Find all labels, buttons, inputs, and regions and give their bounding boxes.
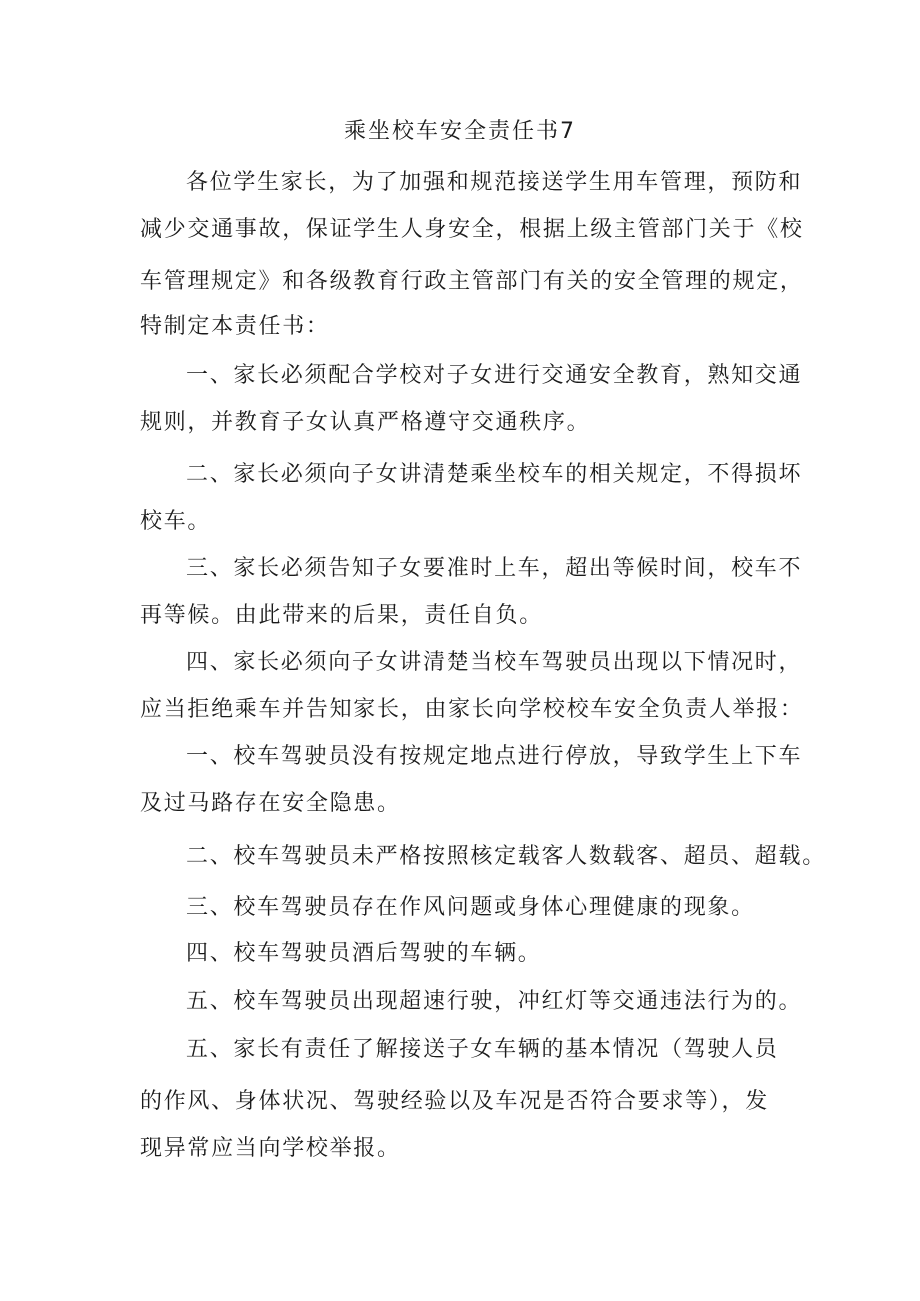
paragraph-line: 五、家长有责任了解接送子女车辆的基本情况（驾驶人员 xyxy=(186,1037,779,1062)
paragraph-line: 特制定本责任书： xyxy=(140,314,330,339)
paragraph-line: 规则，并教育子女认真严格遵守交通秩序。 xyxy=(140,410,591,435)
paragraph-line: 各位学生家长，为了加强和规范接送学生用车管理，预防和 xyxy=(186,170,803,195)
paragraph-line: 再等候。由此带来的后果，责任自负。 xyxy=(140,603,543,628)
paragraph-line: 一、家长必须配合学校对子女进行交通安全教育，熟知交通 xyxy=(186,363,803,388)
paragraph-line: 一、校车驾驶员没有按规定地点进行停放，导致学生上下车 xyxy=(186,744,803,769)
paragraph-line: 车管理规定》和各级教育行政主管部门有关的安全管理的规定， xyxy=(140,269,804,294)
paragraph-line: 的作风、身体状况、驾驶经验以及车况是否符合要求等），发 xyxy=(140,1089,769,1114)
paragraph-line: 二、校车驾驶员未严格按照核定载客人数载客、超员、超载。 xyxy=(186,844,826,869)
paragraph-line: 三、校车驾驶员存在作风问题或身体心理健康的现象。 xyxy=(186,895,755,920)
document-title: 乘坐校车安全责任书7 xyxy=(344,119,576,144)
paragraph-line: 减少交通事故，保证学生人身安全，根据上级主管部门关于《校 xyxy=(140,217,804,242)
paragraph-line: 三、家长必须告知子女要准时上车，超出等候时间，校车不 xyxy=(186,556,803,581)
paragraph-line: 五、校车驾驶员出现超速行驶，冲红灯等交通违法行为的。 xyxy=(186,989,803,1014)
paragraph-line: 应当拒绝乘车并告知家长，由家长向学校校车安全负责人举报： xyxy=(140,697,804,722)
paragraph-line: 四、家长必须向子女讲清楚当校车驾驶员出现以下情况时， xyxy=(186,650,803,675)
paragraph-line: 及过马路存在安全隐患。 xyxy=(140,791,401,816)
paragraph-line: 二、家长必须向子女讲清楚乘坐校车的相关规定，不得损坏 xyxy=(186,462,803,487)
paragraph-line: 现异常应当向学校举报。 xyxy=(140,1136,401,1161)
paragraph-line: 校车。 xyxy=(140,509,212,534)
paragraph-line: 四、校车驾驶员酒后驾驶的车辆。 xyxy=(186,941,542,966)
